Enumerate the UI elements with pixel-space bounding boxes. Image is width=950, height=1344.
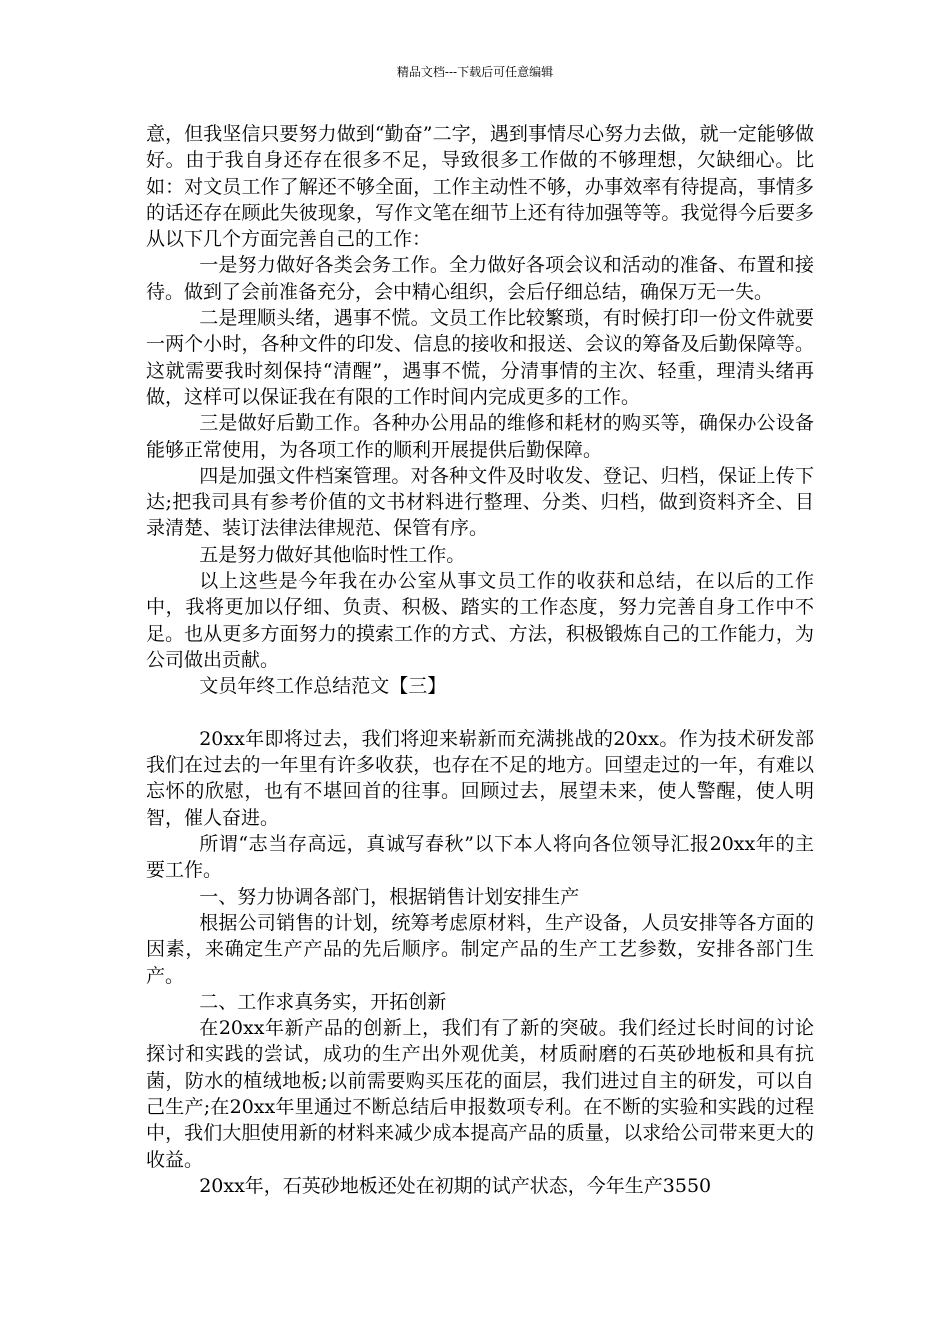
paragraph: 意，但我坚信只要努力做到“勤奋”二字，遇到事情尽心努力去做，就一定能够做好。由于我自身还存在很多不足，导致很多工作做的不够理想，欠缺细心。比如：对文员工作了解还不够全面，工作主动性不够，办事效率有待提高，事情多的话还存在顾此失彼现象，写作文笔在细节上还有待加强等等。我觉得今后要多从以下几个方面完善自己的工作：: [146, 123, 814, 251]
paragraph: 以上这些是今年我在办公室从事文员工作的收获和总结，在以后的工作中，我将更加以仔细、负责、积极、踏实的工作态度，努力完善自身工作中不足。也从更多方面努力的摸索工作的方式、方法，积极锻炼自己的工作能力，为公司做出贡献。: [146, 570, 814, 671]
paragraph: 四是加强文件档案管理。对各种文件及时收发、登记、归档，保证上传下达;把我司具有参考价值的文书材料进行整理、分类、归档，做到资料齐全、目录清楚、装订法律法律规范、保管有序。: [146, 464, 814, 540]
page-header: 精品文档---下载后可任意编辑: [396, 65, 554, 79]
paragraph: 20xx年，石英砂地板还处在初期的试产状态，今年生产3550: [199, 1174, 712, 1197]
paragraph: 五是努力做好其他临时性工作。: [199, 543, 466, 566]
blank-line: [146, 700, 814, 726]
subheading: 二、工作求真务实，开拓创新: [199, 990, 447, 1013]
paragraph: 三是做好后勤工作。各种办公用品的维修和耗材的购买等，确保办公设备能够正常使用，为各项工作的顺利开展提供后勤保障。: [146, 412, 814, 461]
document-body: [146, 121, 814, 1199]
paragraph: 根据公司销售的计划，统筹考虑原材料，生产设备，人员安排等各方面的因素，来确定生产产品的先后顺序。制定产品的生产工艺参数，安排各部门生产。: [146, 911, 814, 987]
subheading: 一、努力协调各部门，根据销售计划安排生产: [199, 885, 580, 908]
paragraph: 二是理顺头绪，遇事不慌。文员工作比较繁琐，有时候打印一份文件就要一两个小时，各种文件的印发、信息的接收和报送、会议的筹备及后勤保障等。这就需要我时刻保持“清醒”，遇事不慌，分清事情的主次、轻重，理清头绪再做，这样可以保证我在有限的工作时间内完成更多的工作。: [146, 307, 814, 408]
paragraph: 20xx年即将过去，我们将迎来崭新而充满挑战的20xx。作为技术研发部我们在过去的一年里有许多收获，也存在不足的地方。回望走过的一年，有难以忘怀的欣慰，也有不堪回首的往事。回顾过去，展望未来，使人警醒，使人明智，催人奋进。: [146, 727, 814, 829]
paragraph: 一是努力做好各类会务工作。全力做好各项会议和活动的准备、布置和接待。做到了会前准备充分，会中精心组织，会后仔细总结，确保万无一失。: [146, 254, 814, 303]
section-heading: 文员年终工作总结范文【三】: [199, 675, 447, 698]
paragraph: 在20xx年新产品的创新上，我们有了新的突破。我们经过长时间的讨论探讨和实践的尝试，成功的生产出外观优美，材质耐磨的石英砂地板和具有抗菌，防水的植绒地板;以前需要购买压花的面层，我们进过自主的研发，可以自己生产;在20xx年里通过不断总结后申报数项专利。在不断的实验和实践的过程中，我们大胆使用新的材料来减少成本提高产品的质量，以求给公司带来更大的收益。: [146, 1017, 814, 1171]
paragraph: 所谓“志当存高远，真诚写春秋”以下本人将向各位领导汇报20xx年的主要工作。: [146, 833, 814, 882]
